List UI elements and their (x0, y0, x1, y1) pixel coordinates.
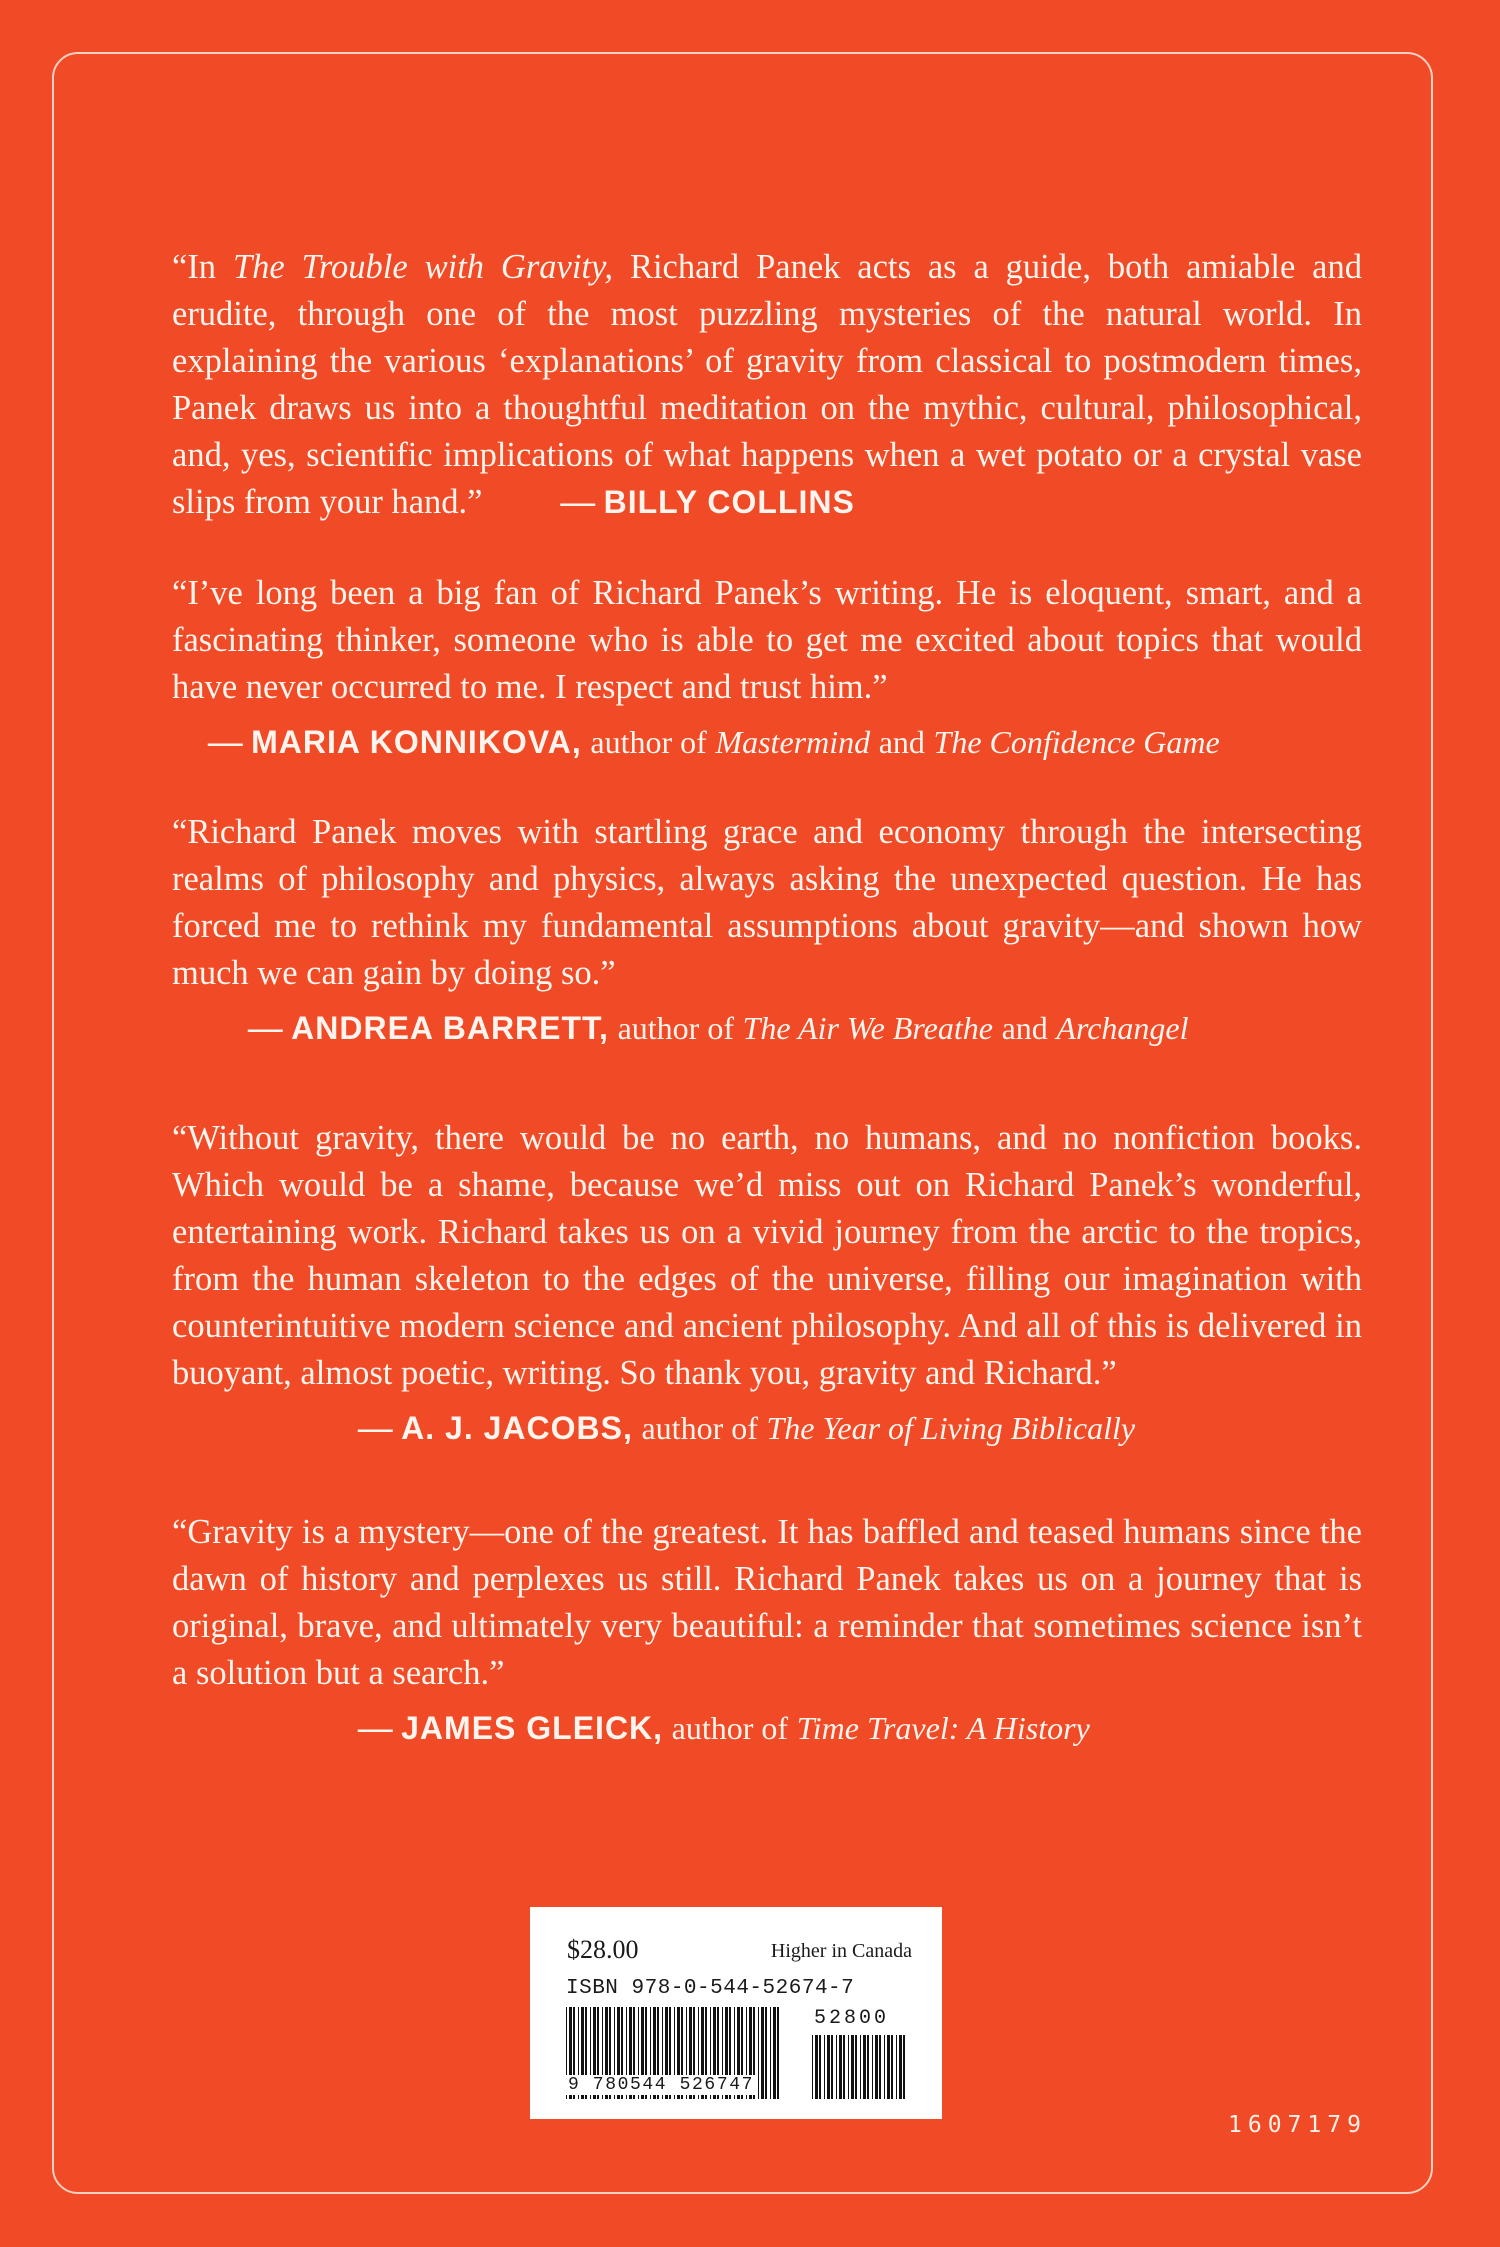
barcode-bar (831, 2035, 833, 2099)
attribution-credit: and (878, 724, 925, 760)
attribution-work-title: Time Travel: A History (796, 1710, 1090, 1746)
attribution-credit: and (1001, 1010, 1048, 1046)
barcode-bar (887, 2035, 890, 2099)
blurb-billy-collins (172, 244, 1362, 526)
barcode-bar (812, 2035, 813, 2099)
attribution-credit: author of (671, 1710, 789, 1746)
attribution-dash: — (208, 723, 243, 761)
barcode-bar (851, 2035, 854, 2099)
barcode-bar (855, 2035, 857, 2099)
attribution-name: BILLY COLLINS (603, 484, 855, 520)
barcode-bar (824, 2035, 825, 2099)
addon-barcode (812, 2035, 910, 2099)
attribution-work-title: The Confidence Game (933, 724, 1220, 760)
barcode-bar (872, 2035, 873, 2099)
barcode-bar (899, 2035, 902, 2099)
barcode-bar (891, 2035, 893, 2099)
barcode-bar (867, 2035, 869, 2099)
barcode-bar (777, 2007, 779, 2099)
blurb-quote: “I’ve long been a big fan of Richard Panek’s writing. He is eloquent, smart, and a fascinating thinker, someone who is able to get me excited about topics that would have never occurred to me. I respect and trust him.” (172, 574, 1362, 706)
barcode-bar (815, 2035, 818, 2099)
blurb-quote (172, 244, 1362, 526)
quote-text: Richard Panek acts as a guide, both amiable and erudite, through one of the most puzzling mysteries of the natural world. In explaining the various ‘explanations’ of gravity from classical to postmodern times, Panek draws us into a thoughtful meditation on the mythic, cultural, philosophical, and, yes, scientific implications of what happens when a wet potato or a crystal vase slips from your hand.” (172, 248, 1362, 521)
barcode-digits: 9 780544 526747 (568, 2075, 755, 2095)
attribution-credit: author of (590, 724, 707, 760)
quote-text: “In (172, 248, 233, 286)
blurbs (172, 244, 1362, 1753)
attribution-dash: — (358, 1709, 393, 1747)
price-label: $28.00 (567, 1935, 639, 1964)
blurb-quote: “Richard Panek moves with startling grace and economy through the intersecting realms of philosophy and physics, always asking the unexpected question. He has forced me to rethink my fundamental assumptions about gravity—and shown how much we can gain by doing so.” (172, 813, 1362, 992)
barcode-bar (773, 2007, 776, 2099)
barcode-bar (903, 2035, 905, 2099)
barcode-bar (770, 2007, 771, 2099)
barcode-bar (836, 2035, 837, 2099)
attribution-work-title: The Air We Breathe (742, 1010, 993, 1046)
attribution-dash: — (560, 483, 595, 521)
price-barcode-box (530, 1907, 942, 2119)
barcode-bar (827, 2035, 830, 2099)
attribution-name: ANDREA BARRETT, (291, 1010, 609, 1046)
barcode-bar (884, 2035, 885, 2099)
blurb-attribution (172, 717, 1362, 767)
isbn-label: ISBN 978-0-544-52674-7 (566, 1977, 855, 2000)
blurb-attribution (560, 482, 854, 522)
barcode-bar (765, 2007, 767, 2099)
barcode-bar (848, 2035, 849, 2099)
barcode-bar (819, 2035, 821, 2099)
blurb-quote: “Gravity is a mystery—one of the greatest. It has baffled and teased humans since the dawn of history and perplexes us still. Richard Panek takes us on a journey that is original, brave, and ultimately very beautiful: a reminder that sometimes science isn’t a solution but a search.” (172, 1513, 1362, 1692)
blurb-attribution (172, 1003, 1362, 1053)
attribution-work-title: The Year of Living Biblically (766, 1410, 1136, 1446)
blurb-attribution (172, 1403, 1362, 1453)
blurb-maria-konnikova (172, 570, 1362, 767)
attribution-dash: — (358, 1409, 393, 1447)
attribution-name: MARIA KONNIKOVA, (251, 724, 582, 760)
barcode-bar (758, 2007, 759, 2099)
barcode-bar (843, 2035, 845, 2099)
blurb-aj-jacobs (172, 1115, 1362, 1453)
region-price-note: Higher in Canada (770, 1940, 912, 1962)
attribution-dash: — (248, 1009, 283, 1047)
blurb-attribution (172, 1703, 1362, 1753)
attribution-name: JAMES GLEICK, (401, 1710, 664, 1746)
barcode-bar (863, 2035, 866, 2099)
price-addon-digits: 52800 (814, 2007, 890, 2030)
attribution-credit: author of (617, 1010, 734, 1046)
barcode-bar (875, 2035, 878, 2099)
attribution-credit: author of (641, 1410, 758, 1446)
barcode-bar (839, 2035, 842, 2099)
quote-title: The Trouble with Gravity, (232, 248, 614, 286)
catalog-code: 1607179 (1228, 2112, 1367, 2138)
blurb-andrea-barrett (172, 809, 1362, 1053)
blurb-james-gleick (172, 1509, 1362, 1753)
barcode-bar (896, 2035, 897, 2099)
attribution-name: A. J. JACOBS, (401, 1410, 633, 1446)
attribution-work-title: Mastermind (715, 724, 871, 760)
barcode-bar (860, 2035, 861, 2099)
barcode-bar (761, 2007, 764, 2099)
barcode-bar (879, 2035, 881, 2099)
blurb-quote: “Without gravity, there would be no earth, no humans, and no nonfiction books. Which would be a shame, because we’d miss out on Richard Panek’s wonderful, entertaining work. Richard takes us on a vivid journey from the arctic to the tropics, from the human skeleton to the edges of the universe, filling our imagination with counterintuitive modern science and ancient philosophy. And all of this is delivered in buoyant, almost poetic, writing. So thank you, gravity and Richard.” (172, 1119, 1362, 1392)
attribution-work-title: Archangel (1056, 1010, 1189, 1046)
